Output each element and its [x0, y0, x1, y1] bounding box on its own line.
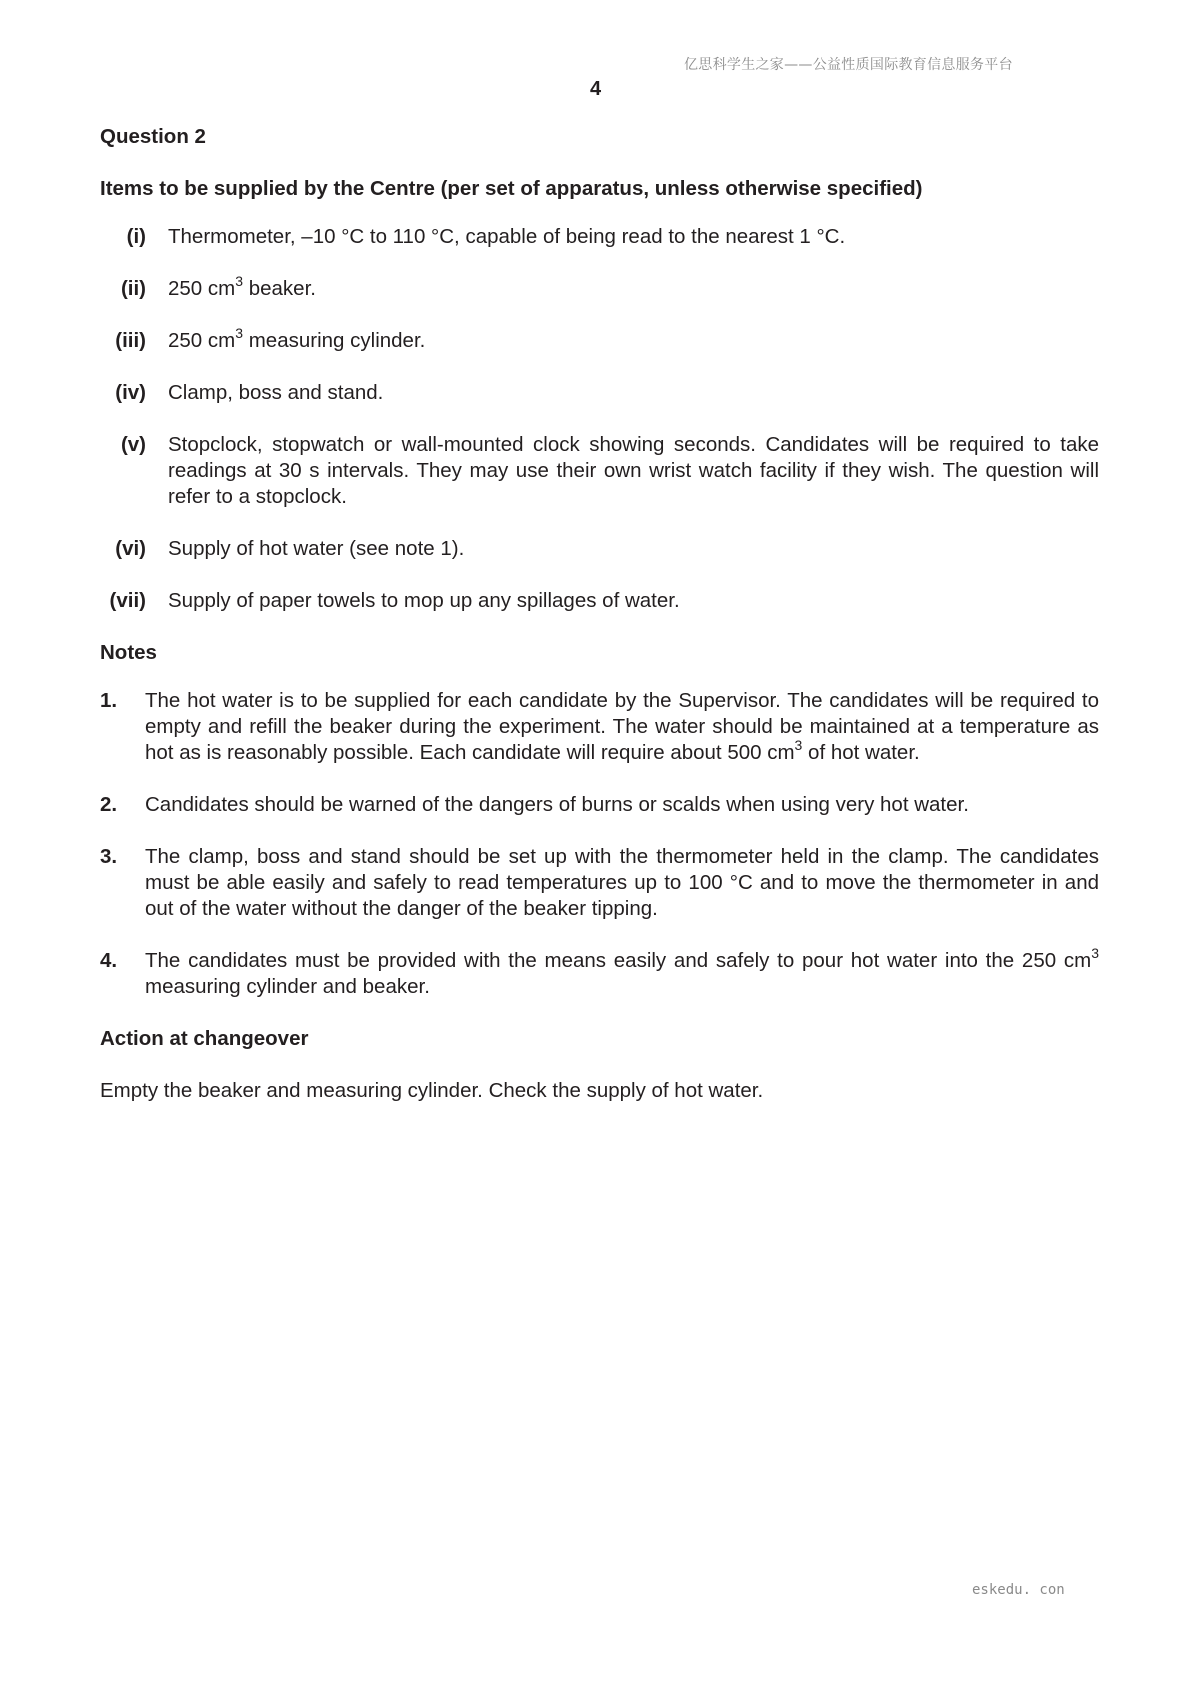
item-text: Clamp, boss and stand. [168, 381, 384, 404]
item-number: (v) [120, 433, 146, 456]
note-item [100, 792, 1099, 818]
supplied-items-heading: Items to be supplied by the Centre (per set of apparatus, unless otherwise specified) [100, 177, 923, 200]
note-text: Candidates should be warned of the dangers of burns or scalds when using very hot water. [145, 793, 969, 816]
superscript: 3 [794, 737, 803, 754]
changeover-heading: Action at changeover [100, 1027, 309, 1050]
notes-list [100, 688, 1099, 1000]
list-item [100, 536, 1099, 562]
page-number: 4 [589, 78, 602, 100]
item-text: Supply of hot water (see note 1). [168, 537, 465, 560]
note-text-pre: The candidates must be provided with the means easily and safely to pour hot water into the 250 cm [145, 949, 1092, 972]
superscript: 3 [235, 325, 244, 342]
list-item [100, 588, 1099, 614]
note-text-post: of hot water. [802, 741, 920, 764]
question-title: Question 2 [100, 125, 206, 148]
item-text-post: measuring cylinder. [243, 329, 426, 352]
item-number: (iv) [115, 381, 146, 404]
note-item [100, 844, 1099, 922]
header-watermark: 亿思科学生之家——公益性质国际教育信息服务平台 [684, 57, 1013, 73]
list-item [100, 325, 1099, 354]
item-text [168, 273, 1099, 302]
list-item [100, 432, 1099, 510]
note-text-post: measuring cylinder and beaker. [145, 975, 430, 998]
superscript: 3 [235, 273, 244, 290]
note-text-pre: The hot water is to be supplied for each candidate by the Supervisor. The candidates will be required to empty and refill the beaker during the experiment. The water should be maintained at a temperature as hot as is reasonably possible. Each candidate will require about 500 cm [145, 689, 1099, 764]
item-text-pre: 250 cm [168, 329, 236, 352]
list-item [100, 380, 1099, 406]
note-number: 1. [100, 689, 118, 712]
item-number: (vii) [109, 589, 146, 612]
item-text-pre: 250 cm [168, 277, 236, 300]
item-number: (i) [126, 225, 146, 248]
item-number: (iii) [115, 329, 146, 352]
changeover-text: Empty the beaker and measuring cylinder. Check the supply of hot water. [100, 1079, 764, 1102]
apparatus-list [100, 224, 1099, 614]
note-item [100, 688, 1099, 766]
item-number: (ii) [120, 277, 146, 300]
item-number: (vi) [115, 537, 146, 560]
note-text [145, 945, 1099, 1000]
note-text [145, 688, 1099, 766]
item-text [168, 325, 1099, 354]
item-text-post: beaker. [243, 277, 316, 300]
item-text: Thermometer, –10 °C to 110 °C, capable of being read to the nearest 1 °C. [168, 225, 846, 248]
notes-heading: Notes [100, 641, 157, 664]
list-item [100, 273, 1099, 302]
note-number: 4. [100, 949, 118, 972]
note-text: The clamp, boss and stand should be set up with the thermometer held in the clamp. The candidates must be able easily and safely to read temperatures up to 100 °C and to move the thermometer in and out of the water without the danger of the beaker tipping. [145, 845, 1099, 920]
note-item [100, 945, 1099, 1000]
item-text: Supply of paper towels to mop up any spillages of water. [168, 589, 680, 612]
note-number: 3. [100, 845, 118, 868]
superscript: 3 [1091, 945, 1099, 962]
document-body [100, 124, 1099, 1104]
list-item [100, 224, 1099, 250]
item-text: Stopclock, stopwatch or wall-mounted clock showing seconds. Candidates will be required to take readings at 30 s intervals. They may use their own wrist watch facility if they wish. The question will refer to a stopclock. [168, 433, 1099, 508]
note-number: 2. [100, 793, 118, 816]
footer-watermark: eskedu. con [972, 1582, 1065, 1598]
